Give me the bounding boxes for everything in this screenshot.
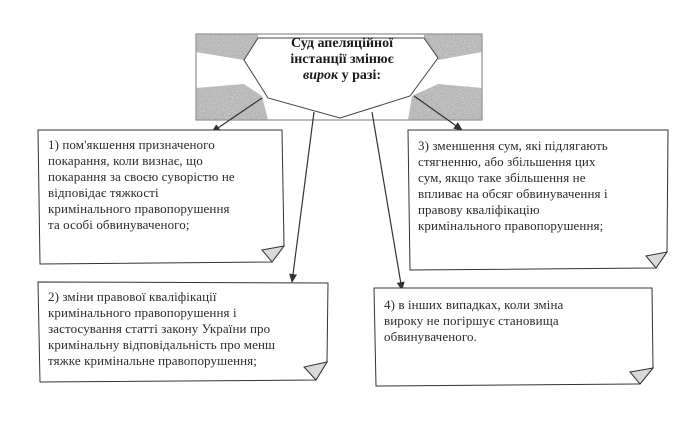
- banner-title-rest: у разі:: [338, 68, 382, 83]
- box-1-text: 1) пом'якшення призначеного покарання, коли визнає, що покарання за своєю суворістю не відповідає тяжкості кримінального правопорушення та особі обвинуваченого;: [48, 137, 235, 232]
- arrow-2: [292, 112, 314, 282]
- banner-title: [262, 36, 422, 84]
- banner-title-italic: вирок: [302, 68, 339, 83]
- banner-title-line-1: Суд апеляційної: [291, 36, 393, 51]
- banner-title-line-2: інстанції змінює: [290, 52, 394, 67]
- banner-title-line-3: [262, 68, 422, 84]
- box-3-text: 3) зменшення сум, які підлягають стягненню, або збільшення цих сум, якщо таке збільшення не впливає на обсяг обвинувачення і правову кваліфікацію кримінального правопорушення;: [418, 138, 608, 233]
- box-2-text: 2) зміни правової кваліфікації кримінального правопорушення і застосування статті закону України про кримінальну відповідальність про менш тяжке кримінальне правопорушення;: [48, 289, 276, 368]
- box-4-text: 4) в інших випадках, коли зміна вироку не погіршує становища обвинуваченого.: [384, 297, 564, 344]
- arrow-3: [372, 112, 402, 290]
